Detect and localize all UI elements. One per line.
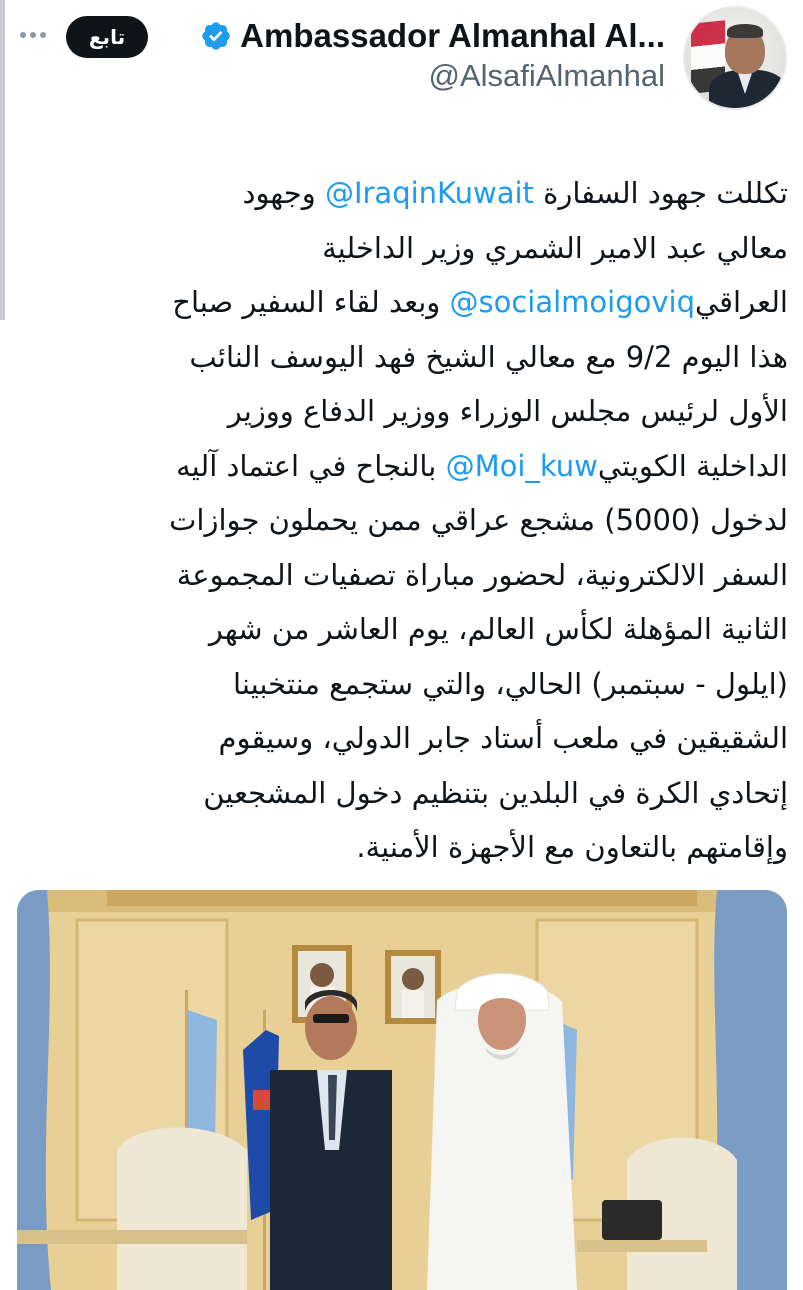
tweet-line-text: معالي عبد الامير الشمري وزير الداخلية [322,230,788,265]
tweet-line [14,439,788,494]
tweet-line-text: الشقيقين في ملعب أستاد جابر الدولي، وسيقوم [218,721,788,755]
mention-link[interactable]: @Moi_kuw [445,448,598,483]
photo-image [17,890,787,1290]
tweet-line [14,820,788,875]
tweet-line-text: العراقي [695,285,788,319]
tweet-header [0,0,803,120]
tweet-line-text: (ايلول - سبتمبر) الحالي، والتي ستجمع منتخبينا [233,666,788,701]
author-display-name[interactable]: Ambassador Almanhal Al... [240,17,665,54]
tweet-line-text: إتحادي الكرة في البلدين بتنظيم دخول المشجعين [203,775,788,810]
tweet-line-text: السفر الالكترونية، لحضور مباراة تصفيات المجموعة [176,557,788,592]
mention-link[interactable]: @socialmoigoviq [449,285,696,319]
tweet-line [14,275,788,330]
tweet-line [14,384,788,439]
tweet-photo[interactable] [17,890,787,1290]
follow-button[interactable]: تابع [66,16,148,58]
more-horizontal-icon[interactable] [20,24,48,46]
tweet-line-text: وبعد لقاء السفير صباح [172,285,450,319]
tweet-line-text: الداخلية الكويتي [597,448,788,483]
tweet-line-text: هذا اليوم 9/2 مع معالي الشيخ فهد اليوسف النائب [189,339,788,374]
tweet-line-text: لدخول (5000) مشجع عراقي ممن يحملون جوازات [169,503,788,537]
author-handle[interactable]: @AlsafiAlmanhal [428,58,665,93]
tweet-line [14,602,788,657]
tweet-line-text: وإقامتهم بالتعاون مع الأجهزة الأمنية. [356,830,788,864]
tweet-line-text: وجهود [242,176,325,210]
tweet-line [14,166,788,221]
tweet-line-text: الأول لرئيس مجلس الوزراء ووزير الدفاع ووزير [227,394,788,428]
tweet-line [14,711,788,766]
author-name-row[interactable] [200,14,665,58]
tweet-line [14,657,788,712]
author-avatar[interactable] [683,6,787,110]
tweet-line-text: الثانية المؤهلة لكأس العالم، يوم العاشر من شهر [208,612,788,646]
verified-badge-icon [200,20,232,52]
tweet-line [14,221,788,276]
mention-link[interactable]: @IraqinKuwait [324,176,534,210]
tweet-line-text: تكللت جهود السفارة [533,176,788,210]
tweet-line [14,330,788,385]
tweet-line [14,493,788,548]
tweet-line-text: بالنجاح في اعتماد آليه [176,448,446,483]
tweet-line [14,766,788,821]
tweet-text [14,166,788,875]
tweet-line [14,548,788,603]
